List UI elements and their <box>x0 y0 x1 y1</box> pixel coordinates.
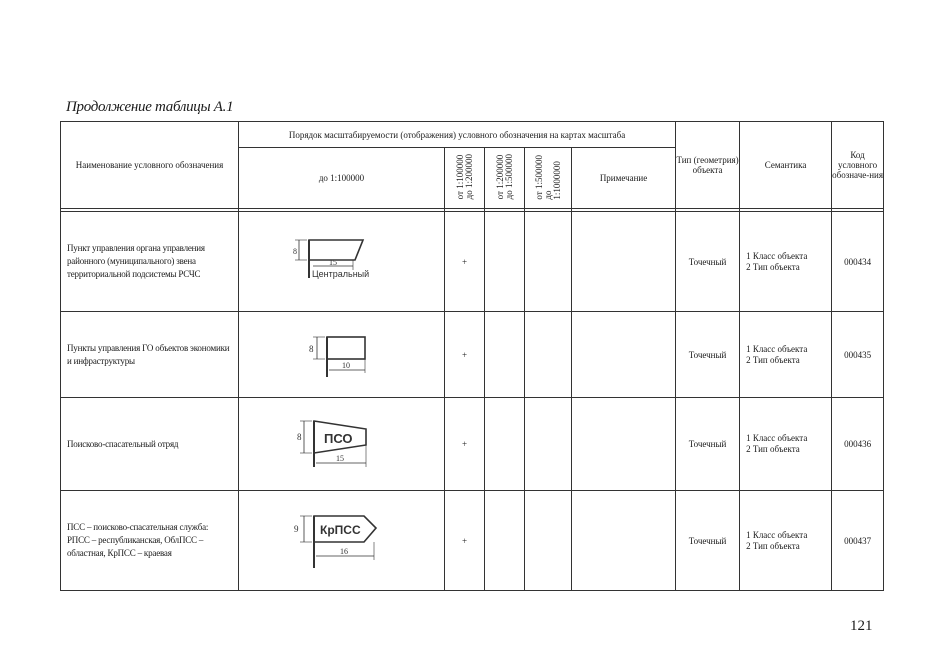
object-type: Точечный <box>676 398 740 491</box>
table-row <box>61 491 884 591</box>
scale-mark: + <box>445 491 485 591</box>
width-label: 15 <box>335 454 344 463</box>
symbol-caption: Центральный <box>311 268 369 279</box>
object-type: Точечный <box>676 212 740 312</box>
symbol-text: ПСО <box>323 431 353 446</box>
symbol-cell <box>239 212 445 312</box>
header-scale-4: от 1:500000 до 1:1000000 <box>533 154 562 200</box>
height-label: 8 <box>308 343 313 354</box>
row-name: Пункт управления органа управления районного (муниципального) звена территориальной подсистемы РСЧС <box>61 212 239 312</box>
table-caption: Продолжение таблицы А.1 <box>66 99 234 115</box>
symbol-text: КрПСС <box>319 522 361 537</box>
width-label: 16 <box>339 546 348 556</box>
header-scale-1: до 1:100000 <box>239 148 445 209</box>
header-note: Примечание <box>572 148 676 209</box>
header-semantics: Семантика <box>740 122 832 209</box>
height-label: 9 <box>293 523 298 534</box>
symbol-cell <box>239 398 445 491</box>
control-point-symbol <box>287 230 397 294</box>
table-row <box>61 212 884 312</box>
header-code: Код условного обозначе-ния <box>832 122 884 209</box>
header-name: Наименование условного обозначения <box>61 122 239 209</box>
header-scale-group: Порядок масштабируемости (отображения) условного обозначения на картах масштаба <box>239 122 676 148</box>
go-control-point-symbol <box>297 323 387 387</box>
page-number: 121 <box>850 618 873 634</box>
header-type: Тип (геометрия) объекта <box>676 122 740 209</box>
row-name: ПСС – поисково-спасательная служба: РПСС – республиканская, ОблПСС – областная, КрПСС – краевая <box>61 491 239 591</box>
header-scale-3: от 1:200000 до 1:500000 <box>494 154 514 200</box>
object-type: Точечный <box>676 312 740 398</box>
semantics-item: 2 Тип объекта <box>746 261 800 272</box>
semantics-item: 1 Класс объекта <box>746 250 808 261</box>
table-row <box>61 398 884 491</box>
row-name: Поисково-спасательный отряд <box>61 398 239 491</box>
header-scale-2: от 1:100000 до 1:200000 <box>454 154 474 200</box>
symbols-table <box>60 121 884 591</box>
rescue-service-symbol <box>292 506 392 576</box>
row-name: Пункты управления ГО объектов экономики и инфраструктуры <box>61 312 239 398</box>
object-type: Точечный <box>676 491 740 591</box>
semantics-item: 1 Класс объекта <box>746 529 808 540</box>
width-label: 15 <box>328 257 337 267</box>
semantics-item: 1 Класс объекта <box>746 433 808 443</box>
scale-mark: + <box>445 212 485 312</box>
semantics-item: 2 Тип объекта <box>746 540 800 551</box>
table-row <box>61 312 884 398</box>
semantics-item: 2 Тип объекта <box>746 354 800 365</box>
height-label: 8 <box>292 246 297 256</box>
symbol-code: 000435 <box>832 312 884 398</box>
semantics-item: 2 Тип объекта <box>746 444 800 454</box>
scale-mark: + <box>445 312 485 398</box>
height-label: 8 <box>296 432 301 442</box>
symbol-cell <box>239 491 445 591</box>
symbol-code: 000437 <box>832 491 884 591</box>
symbol-code: 000434 <box>832 212 884 312</box>
symbol-code: 000436 <box>832 398 884 491</box>
symbol-cell <box>239 312 445 398</box>
scale-mark: + <box>445 398 485 491</box>
rescue-team-symbol <box>292 411 392 477</box>
width-label: 10 <box>341 360 350 370</box>
semantics-item: 1 Класс объекта <box>746 343 808 354</box>
